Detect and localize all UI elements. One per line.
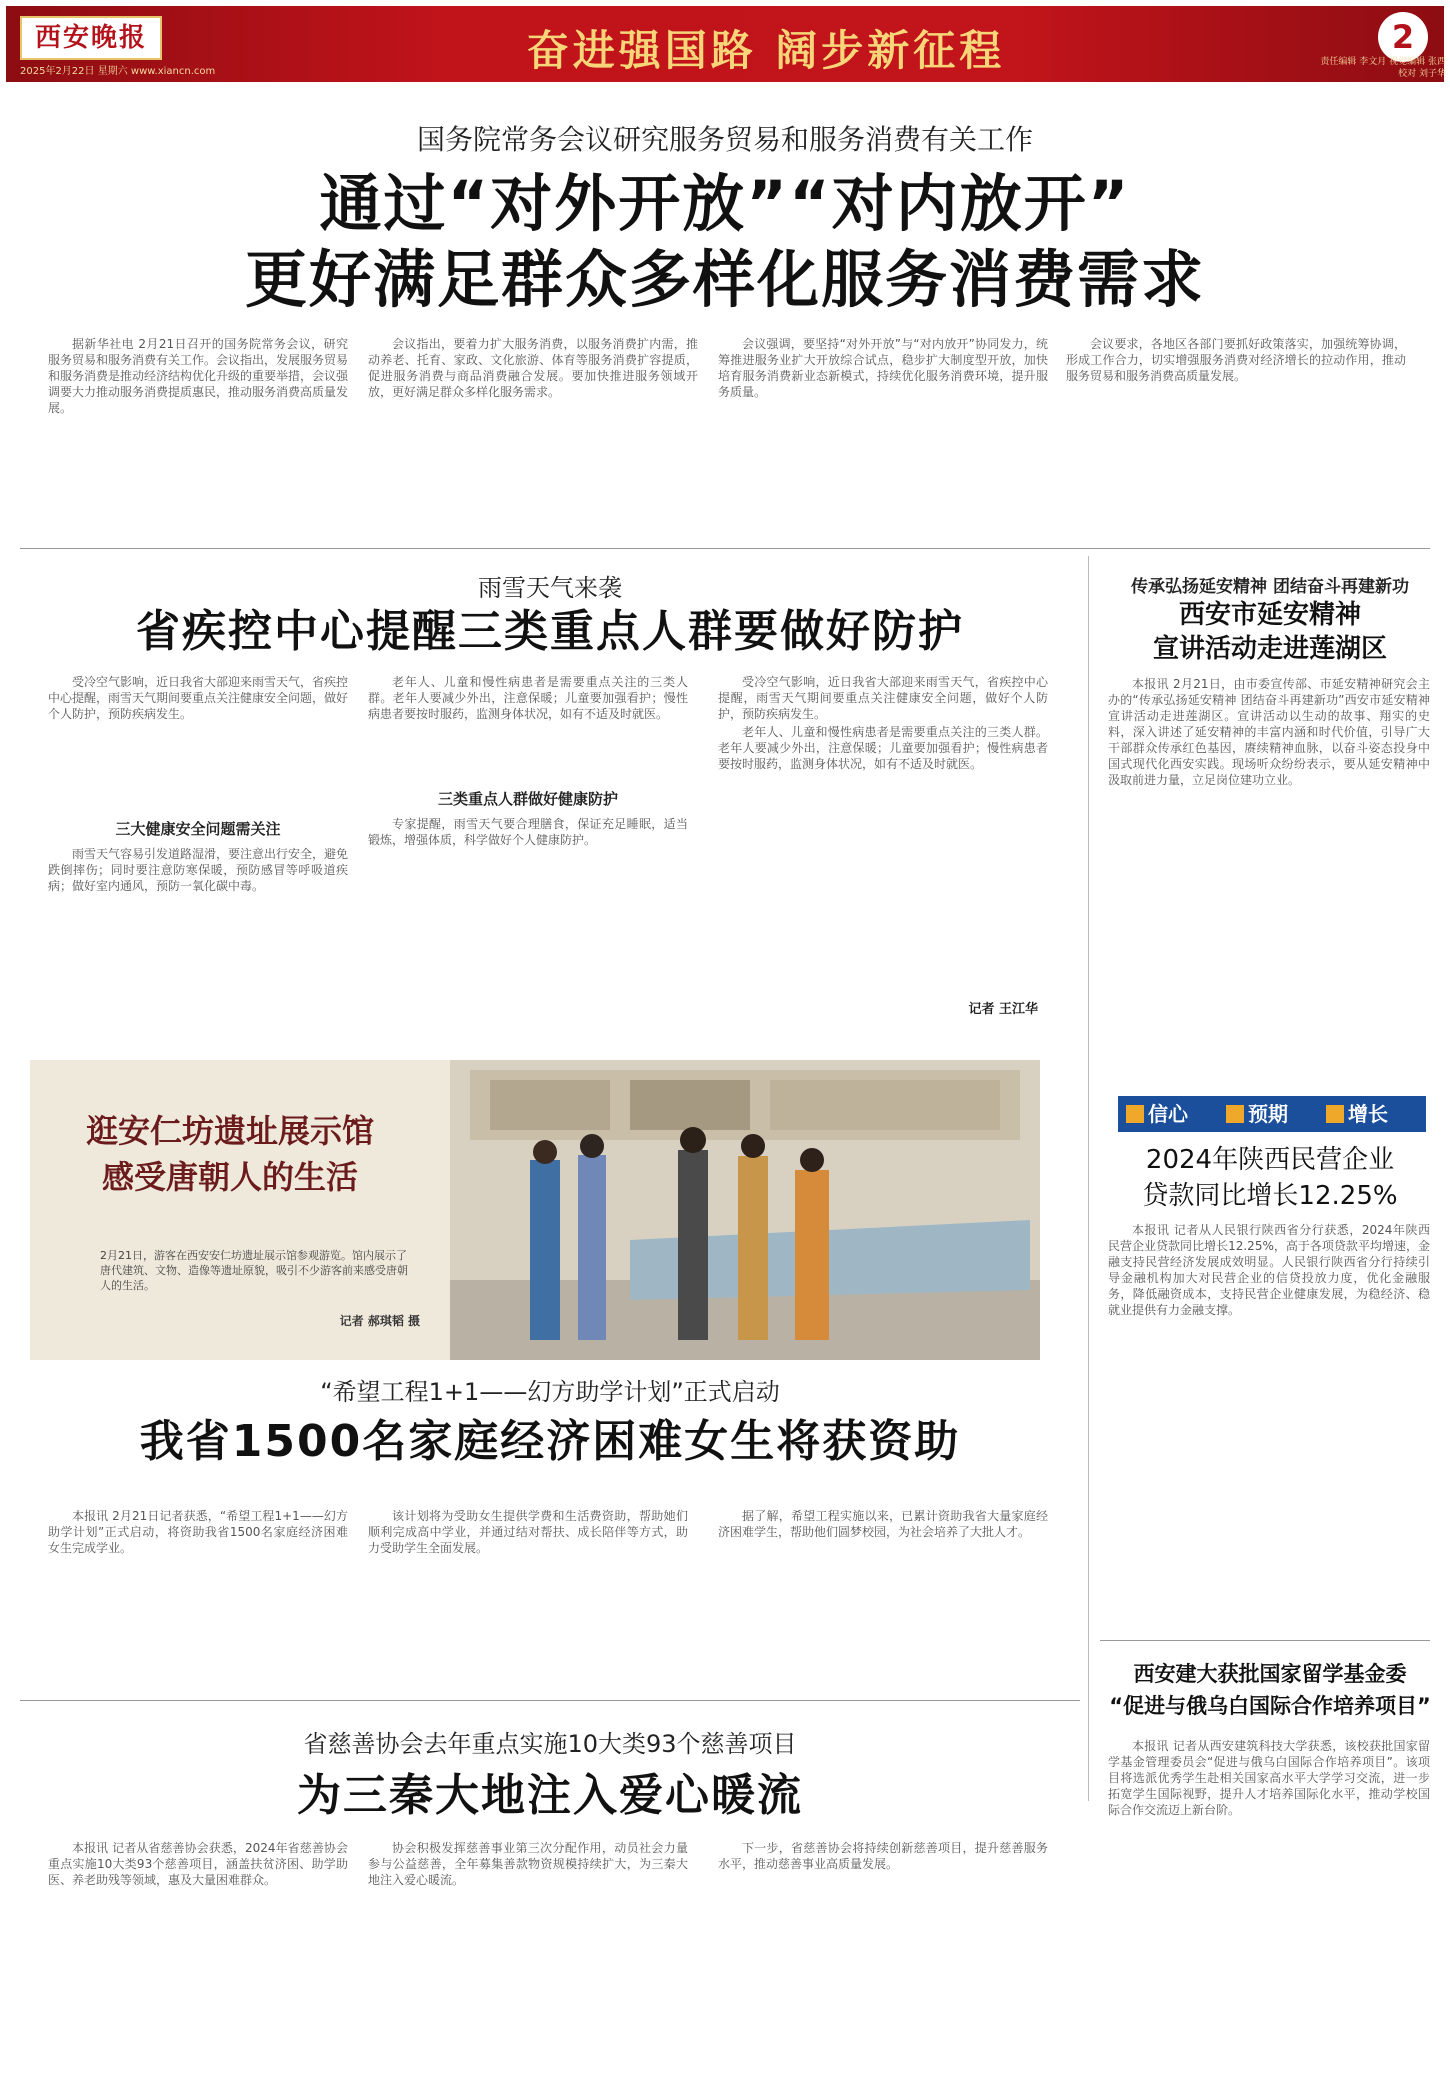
paragraph: 雨雪天气容易引发道路湿滑，要注意出行安全，避免跌倒摔伤；同时要注意防寒保暖，预防感冒等呼吸道疾病；做好室内通风，预防一氧化碳中毒。 [48,847,348,893]
article4-kicker: 省慈善协会去年重点实施10大类93个慈善项目 [303,1730,797,1758]
article1-column [1066,336,1406,524]
editor-line: 校对 刘子华 [1398,69,1446,79]
article3-column [718,1508,1048,1688]
article1-column [718,336,1048,524]
article4-column [718,1840,1048,2090]
editor-line: 责任编辑 李文月 视觉编辑 张西 [1320,57,1446,67]
article2-kicker: 雨雪天气来袭 [478,574,622,602]
paragraph: 会议要求，各地区各部门要抓好政策落实，加强统筹协调，形成工作合力，切实增强服务消费对经济增长的拉动作用，推动服务贸易和服务消费高质量发展。 [1066,337,1406,383]
article1-headline-line1: 通过“对外开放”“对内放开” [319,167,1131,240]
paragraph: 受冷空气影响，近日我省大部迎来雨雪天气，省疾控中心提醒，雨雪天气期间要重点关注健康安全问题，做好个人防护，预防疾病发生。 [718,675,1048,721]
article3-headline: 我省1500名家庭经济困难女生将获资助 [139,1416,961,1467]
paragraph: 本报讯 记者从西安建筑科技大学获悉，该校获批国家留学基金管理委员会“促进与俄乌白国际合作培养项目”。该项目将选派优秀学生赴相关国家高水平大学学习交流，进一步拓宽学生国际视野，提升人才培养国际化水平，推动学校国际合作交流迈上新台阶。 [1108,1739,1430,1817]
article1-column [368,336,698,524]
article2-subhead: 三大健康安全问题需关注 [115,820,281,838]
side3-body [1108,1738,1430,2088]
banner-square-icon [1226,1105,1244,1123]
side2-headline-line: 2024年陕西民营企业 [1145,1145,1395,1175]
paragraph: 会议指出，要着力扩大服务消费，以服务消费扩内需，推动养老、托育、家政、文化旅游、体育等服务消费扩容提质，促进服务消费与商品消费融合发展。要加快推进服务领域开放，更好满足群众多样化服务需求。 [368,337,698,399]
side2-headline-line: 贷款同比增长12.25% [1142,1181,1398,1211]
article3-column [368,1508,688,1688]
article1-headline-line2: 更好满足群众多样化服务消费需求 [244,243,1205,316]
issue-date: 2025年2月22日 星期六 www.xiancn.com [20,66,216,77]
article2-headline: 省疾控中心提醒三类重点人群要做好防护 [136,606,964,657]
paragraph: 本报讯 记者从人民银行陕西省分行获悉，2024年陕西民营企业贷款同比增长12.25%，高于各项贷款平均增速，金融支持民营经济发展成效明显。人民银行陕西省分行持续引导金融机构加大对民营企业的信贷投放力度，优化金融服务，降低融资成本，支持民营企业健康发展，为稳经济、稳就业提供有力金融支撑。 [1108,1223,1430,1317]
side3-headline-line: “促进与俄乌白国际合作培养项目” [1109,1694,1431,1718]
paragraph: 会议强调，要坚持“对外开放”与“对内放开”协同发力，统筹推进服务业扩大开放综合试点，稳步扩大制度型开放，加快培育服务消费新业态新模式，持续优化服务消费环境，提升服务质量。 [718,337,1048,399]
photo-title-line: 逛安仁坊遗址展示馆 [85,1112,374,1150]
article2-column [718,674,1048,994]
side2-body [1108,1222,1430,1632]
banner-square-icon [1126,1105,1144,1123]
newspaper-logo: 西安晚报 [34,23,147,53]
photo-title [50,1108,410,1200]
article4-headline: 为三秦大地注入爱心暖流 [297,1770,803,1821]
paragraph: 据新华社电 2月21日召开的国务院常务会议，研究服务贸易和服务消费有关工作。会议指出，发展服务贸易和服务消费是推动经济结构优化升级的重要举措，会议强调要大力推动服务消费提质惠民，推动服务消费高质量发展。 [48,337,348,415]
article3-column [48,1508,348,1688]
article2-byline: 记者 王江华 [968,1002,1038,1017]
article2-subhead: 三类重点人群做好健康防护 [437,790,618,808]
paragraph: 下一步，省慈善协会将持续创新慈善项目，提升慈善服务水平，推动慈善事业高质量发展。 [718,1841,1048,1871]
article2-column [368,674,688,774]
banner-item: 预期 [1248,1102,1288,1126]
article4-column [368,1840,688,2090]
side1-kicker: 传承弘扬延安精神 团结奋斗再建新功 [1131,577,1409,597]
museum-photo [30,1060,1040,1360]
side2-headline [1100,1142,1440,1214]
paragraph: 协会积极发挥慈善事业第三次分配作用，动员社会力量参与公益慈善，全年募集善款物资规模持续扩大，为三秦大地注入爱心暖流。 [368,1841,688,1887]
masthead [6,6,1444,82]
paragraph: 据了解，希望工程实施以来，已累计资助我省大量家庭经济困难学生，帮助他们圆梦校园，为社会培养了大批人才。 [718,1509,1048,1539]
side1-headline [1100,598,1440,666]
banner-item: 增长 [1348,1102,1388,1126]
page-number: 2 [1378,12,1428,62]
article3-kicker: “希望工程1+1——幻方助学计划”正式启动 [320,1378,780,1406]
article2-column [48,846,348,1012]
editor-credits [1246,56,1446,80]
article2-column [368,816,688,1012]
article1-kicker: 国务院常务会议研究服务贸易和服务消费有关工作 [416,123,1033,156]
paragraph: 受冷空气影响，近日我省大部迎来雨雪天气，省疾控中心提醒，雨雪天气期间要重点关注健康安全问题，做好个人防护，预防疾病发生。 [48,675,348,721]
page-slogan: 奋进强国路 阔步新征程 [526,26,1006,75]
article2-column [48,674,348,814]
divider [1100,1640,1430,1641]
paragraph: 本报讯 2月21日，由市委宣传部、市延安精神研究会主办的“传承弘扬延安精神 团结奋斗再建新功”西安市延安精神宣讲活动走进莲湖区。宣讲活动以生动的故事、翔实的史料，深入讲述了延安精神的丰富内涵和时代价值，引导广大干部群众传承红色基因，赓续精神血脉，以奋斗姿态投身中国式现代化西安实践。现场听众纷纷表示，要从延安精神中汲取前进力量，立足岗位建功立业。 [1108,677,1430,787]
divider [20,548,1430,549]
photo-caption: 2月21日，游客在西安安仁坊遗址展示馆参观游览。馆内展示了唐代建筑、文物、造像等遗址原貌，吸引不少游客前来感受唐朝人的生活。 [100,1249,408,1292]
paragraph: 老年人、儿童和慢性病患者是需要重点关注的三类人群。老年人要减少外出，注意保暖；儿童要加强看护；慢性病患者要按时服药，监测身体状况，如有不适及时就医。 [368,675,688,721]
side1-body [1108,676,1430,1064]
banner-item: 信心 [1148,1102,1188,1126]
divider [20,1700,1080,1701]
photo-title-line: 感受唐朝人的生活 [101,1158,358,1196]
confidence-banner [1118,1096,1426,1132]
side3-headline [1096,1658,1444,1722]
paragraph: 本报讯 记者从省慈善协会获悉，2024年省慈善协会重点实施10大类93个慈善项目，涵盖扶贫济困、助学助医、养老助残等领域，惠及大量困难群众。 [48,1841,348,1887]
article1-column [48,336,348,524]
side1-headline-line: 宣讲活动走进莲湖区 [1152,634,1387,664]
photo-credit: 记者 郝琪韬 摄 [339,1314,420,1328]
paragraph: 老年人、儿童和慢性病患者是需要重点关注的三类人群。老年人要减少外出，注意保暖；儿童要加强看护；慢性病患者要按时服药，监测身体状况，如有不适及时就医。 [718,725,1048,771]
logo-box [20,16,162,60]
paragraph: 专家提醒，雨雪天气要合理膳食，保证充足睡眠，适当锻炼，增强体质，科学做好个人健康防护。 [368,817,688,847]
banner-square-icon [1326,1105,1344,1123]
side3-headline-line: 西安建大获批国家留学基金委 [1133,1662,1407,1686]
paragraph: 该计划将为受助女生提供学费和生活费资助，帮助她们顺利完成高中学业，并通过结对帮扶、成长陪伴等方式，助力受助学生全面发展。 [368,1509,688,1555]
sidebar-divider [1088,556,1089,1801]
side1-headline-line: 西安市延安精神 [1178,600,1361,630]
paragraph: 本报讯 2月21日记者获悉，“希望工程1+1——幻方助学计划”正式启动，将资助我省1500名家庭经济困难女生完成学业。 [48,1509,348,1555]
article4-column [48,1840,348,2090]
museum-photo-illustration [30,1060,1040,1360]
